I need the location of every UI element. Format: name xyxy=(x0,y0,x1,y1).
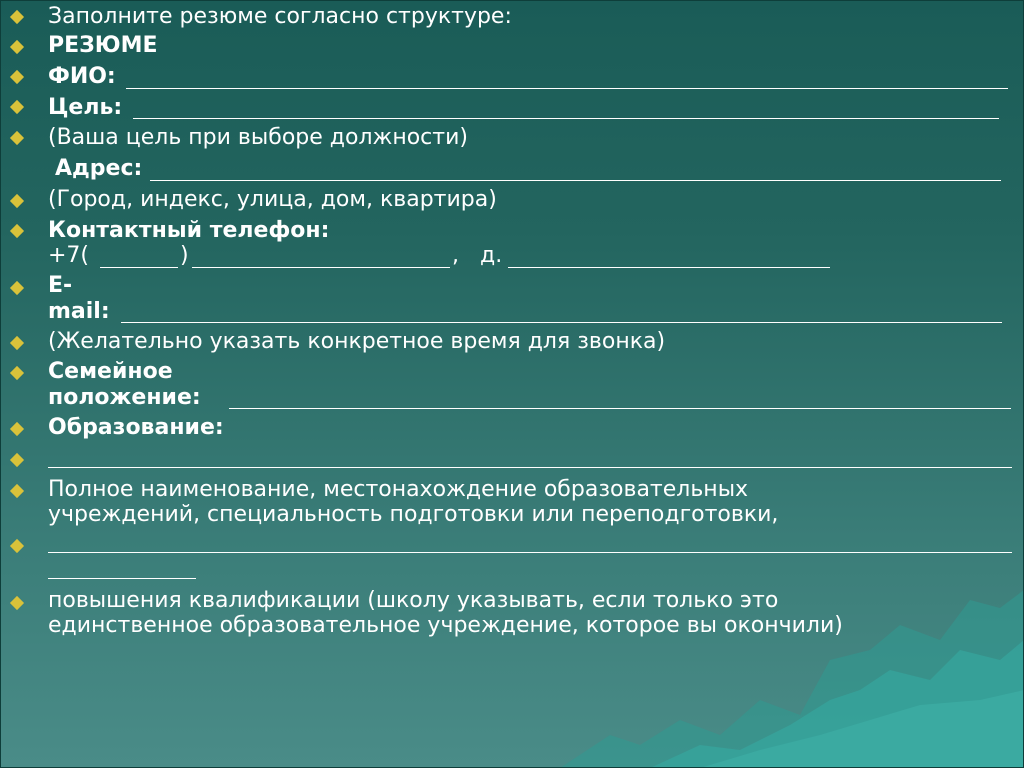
email-field-line xyxy=(121,322,1002,323)
goal-field-line xyxy=(133,118,999,119)
education-hint-1: Полное наименование, местонахождение образовательных xyxy=(48,477,749,502)
family-label-2: положение: xyxy=(48,385,201,410)
phone-number-field-line xyxy=(192,267,450,268)
phone-home-field-line xyxy=(508,267,830,268)
family-field-line xyxy=(229,408,1011,409)
education-label: Образование: xyxy=(48,415,224,440)
education-hint-2: учреждений, специальность подготовки или переподготовки, xyxy=(48,502,779,527)
call-hint: (Желательно указать конкретное время для звонка) xyxy=(48,329,666,354)
blank-field-line-2 xyxy=(48,578,196,579)
address-label: Адрес: xyxy=(55,156,143,181)
phone-comma: , xyxy=(452,243,459,268)
phone-label: Контактный телефон: xyxy=(48,218,330,243)
resume-heading: РЕЗЮМЕ xyxy=(48,33,158,58)
education-field-line xyxy=(48,467,1012,468)
qualification-hint-1: повышения квалификации (школу указывать, если только это xyxy=(48,588,779,613)
email-label-1: E- xyxy=(48,273,73,298)
address-hint: (Город, индекс, улица, дом, квартира) xyxy=(48,187,497,212)
phone-code-close: ) xyxy=(180,243,189,268)
phone-code-prefix: +7( xyxy=(48,243,90,268)
goal-hint: (Ваша цель при выборе должности) xyxy=(48,125,468,150)
blank-field-line-1 xyxy=(48,552,1012,553)
phone-code-field-line xyxy=(100,267,178,268)
qualification-hint-2: единственное образовательное учреждение, которое вы окончили) xyxy=(48,613,843,638)
intro-text: Заполните резюме согласно структуре: xyxy=(48,4,512,29)
family-label-1: Семейное xyxy=(48,359,173,384)
address-field-line xyxy=(150,180,1001,181)
phone-home-label: д. xyxy=(480,243,503,268)
email-label-2: mail: xyxy=(48,299,110,324)
fio-field-line xyxy=(126,88,1008,89)
fio-label: ФИО: xyxy=(48,64,116,89)
goal-label: Цель: xyxy=(48,95,123,120)
